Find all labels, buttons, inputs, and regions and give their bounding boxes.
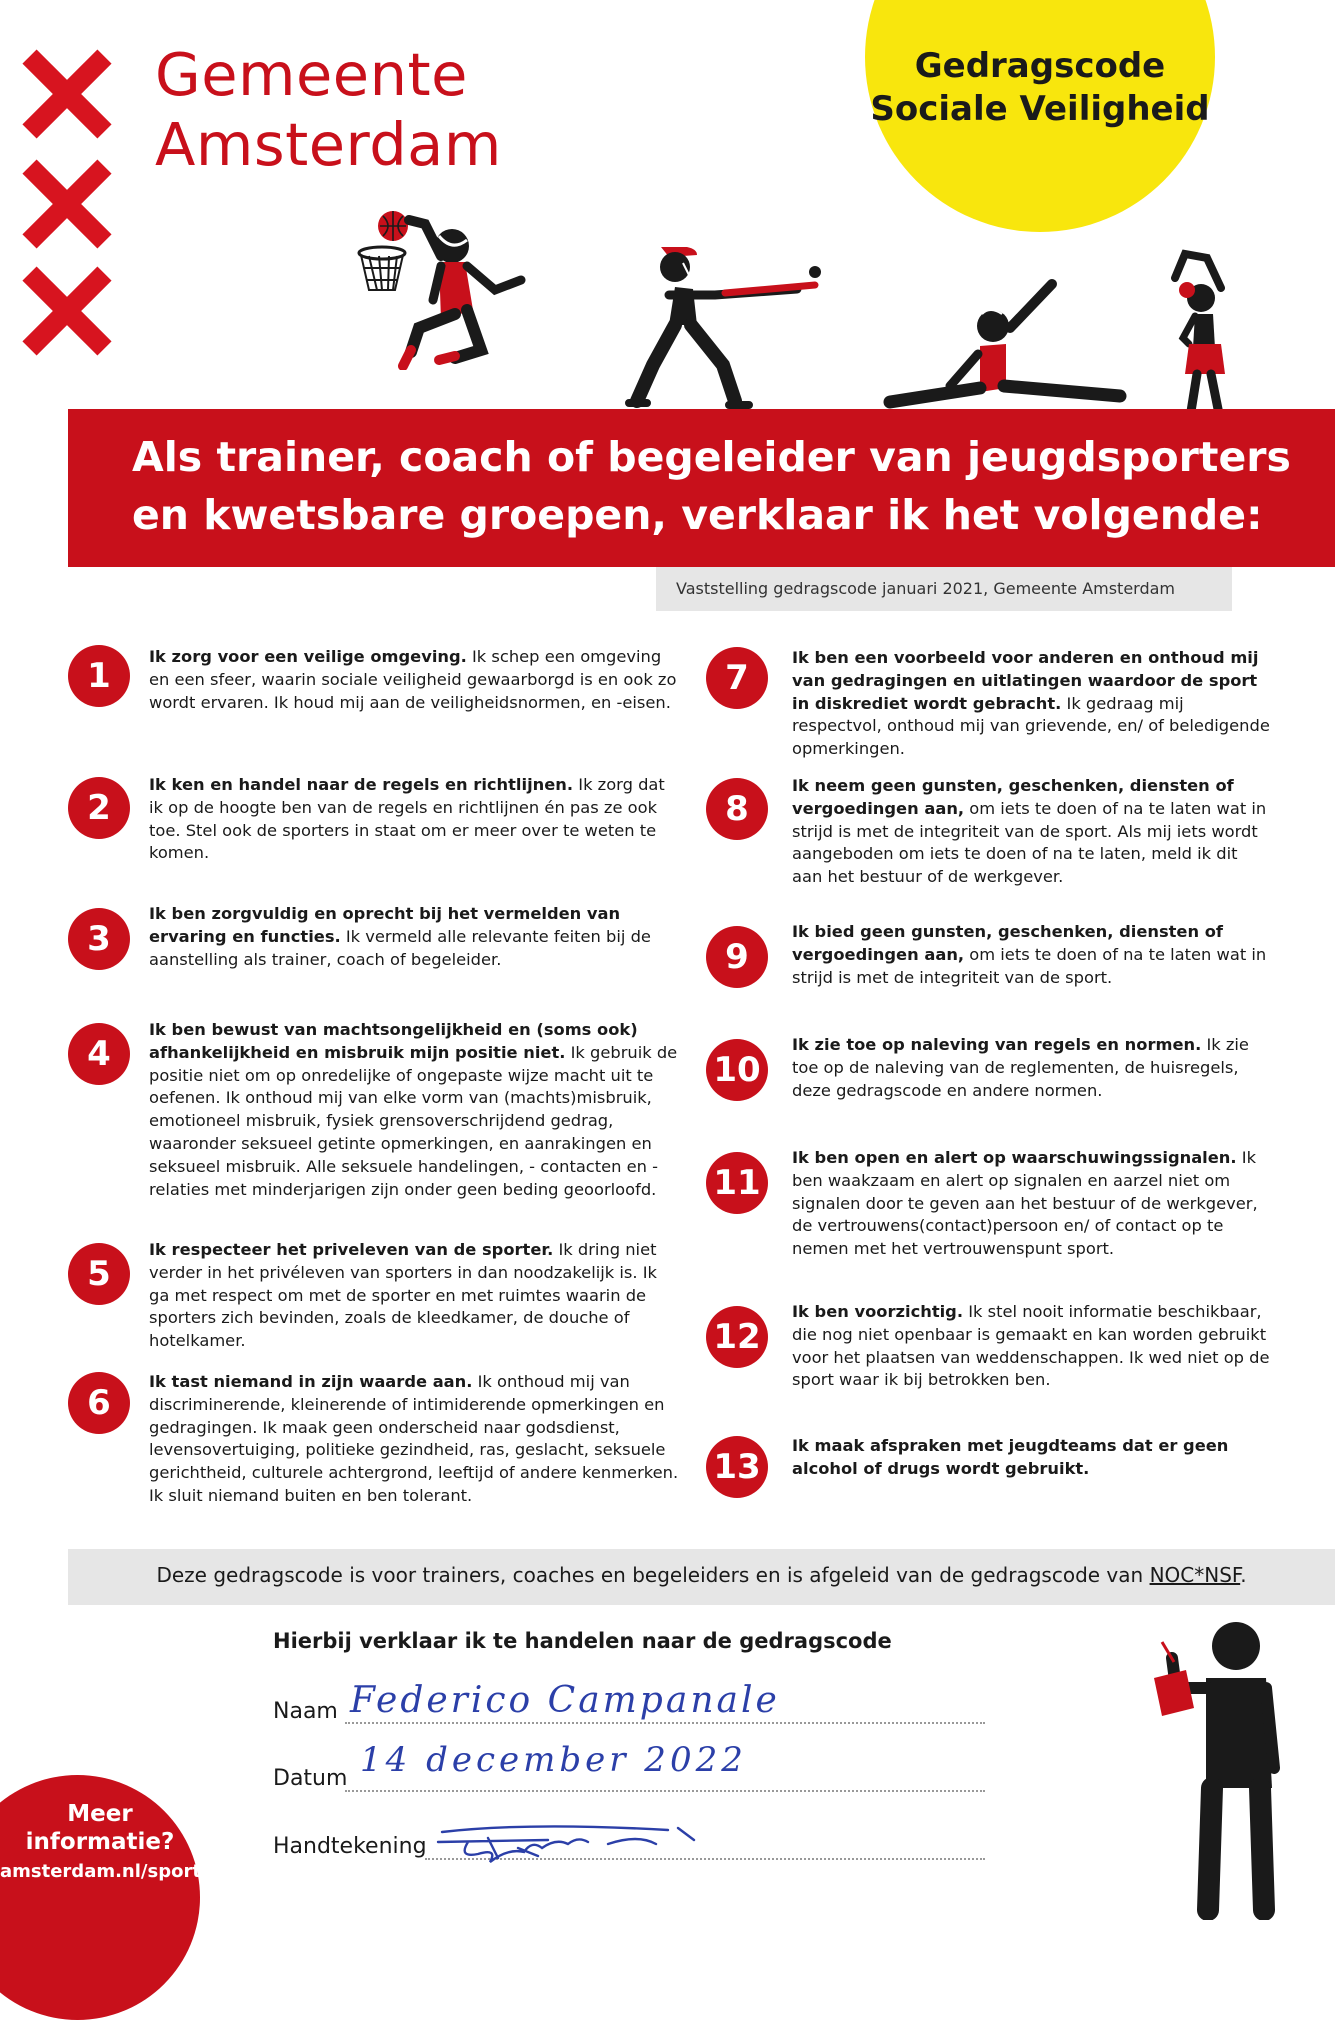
item-body: Ik stel nooit informatie beschikbaar, die nog niet openbaar is gemaakt en kan worden gebruikt voor het plaatsen van weddenschappen. Ik wed niet op de sport waar ik bij betrokken ben. [792, 1302, 1270, 1390]
item-number: 6 [68, 1372, 130, 1434]
item-number: 11 [706, 1152, 768, 1214]
gymnast-split-icon [880, 270, 1130, 410]
badge-line-2: Sociale Veiligheid [870, 89, 1210, 129]
badge-line-1: Gedragscode [914, 46, 1166, 86]
item-body: Ik dring niet verder in het privéleven van sporters in dan noodzakelijk is. Ik ga met respect om met de sporter en met ruimtes waarin de sporters zich bevinden, zoals de kleedkamer, de douche of hotelkamer. [149, 1240, 657, 1351]
item-heading: Ik zie toe op naleving van regels en normen. [792, 1035, 1202, 1054]
list-item [149, 903, 679, 971]
item-body: Ik vermeld alle relevante feiten bij de aanstelling als trainer, coach of begeleider. [149, 926, 651, 969]
signature-drawing[interactable] [428, 1818, 728, 1878]
intro-line-1: Als trainer, coach of begeleider van jeugdsporters [132, 433, 1291, 481]
item-heading: Ik ben open en alert op waarschuwingssignalen. [792, 1148, 1237, 1167]
intro-line-2: en kwetsbare groepen, verklaar ik het volgende: [132, 491, 1263, 539]
item-body: Ik zorg dat ik op de hoogte ben van de regels en richtlijnen én pas ze ook toe. Stel ook de sporters in staat om er meer over te weten te komen. [149, 775, 665, 863]
stretching-girl-icon [1165, 248, 1255, 428]
list-item [149, 1019, 679, 1201]
item-heading: Ik maak afspraken met jeugdteams dat er geen alcohol of drugs wordt gebruikt. [792, 1436, 1229, 1478]
item-heading: Ik ben voorzichtig. [792, 1302, 964, 1321]
item-body: om iets te doen of na te laten wat in strijd is met de integriteit van de sport. Als mij iets wordt aangeboden om iets te doen of na te laten, meld ik dit aan het bestuur of de werkgever. [792, 798, 1267, 887]
info-line-2: informatie? [25, 1829, 175, 1855]
signature-label: Handtekening [273, 1834, 427, 1859]
list-item [792, 1147, 1272, 1261]
item-body: Ik gedraag mij respectvol, onthoud mij van grievende, en/ of beledigende opmerkingen. [792, 693, 1270, 759]
referee-card-icon [1148, 1618, 1288, 1920]
list-item [792, 1034, 1272, 1102]
item-number: 13 [706, 1436, 768, 1498]
declaration-heading: Hierbij verklaar ik te handelen naar de gedragscode [273, 1629, 892, 1653]
item-heading: Ik neem geen gunsten, geschenken, diensten of vergoedingen aan, [792, 776, 1234, 818]
name-line [345, 1722, 985, 1724]
intro-heading [132, 428, 1322, 544]
item-heading: Ik ben zorgvuldig en oprecht bij het vermelden van ervaring en functies. [149, 904, 621, 946]
item-body: om iets te doen of na te laten wat in strijd is met de integriteit van de sport. [792, 944, 1267, 987]
date-line [345, 1790, 985, 1792]
list-item [149, 1239, 679, 1353]
amsterdam-cross-icon [22, 158, 112, 248]
item-body: Ik onthoud mij van discriminerende, kleinerende of intimiderende opmerkingen en gedragingen. Ik maak geen onderscheid naar godsdienst, levensovertuiging, politieke gezindheid, ras, geslacht, seksuele gerichtheid, culturele achtergrond, leeftijd of andere kenmerken. Ik sluit niemand buiten en ben tolerant. [149, 1372, 679, 1505]
item-number: 12 [706, 1306, 768, 1368]
info-line-1: Meer [67, 1801, 133, 1827]
subtitle: Vaststelling gedragscode januari 2021, Gemeente Amsterdam [676, 579, 1176, 598]
item-number: 5 [68, 1243, 130, 1305]
item-number: 4 [68, 1023, 130, 1085]
info-text [0, 1800, 200, 1886]
brand-line-1: Gemeente [155, 40, 468, 109]
item-body: Ik zie toe op de naleving van de reglementen, de huisregels, deze gedragscode en andere normen. [792, 1035, 1249, 1100]
list-item [149, 774, 679, 865]
item-heading: Ik respecteer het priveleven van de sporter. [149, 1240, 554, 1259]
item-number: 9 [706, 926, 768, 988]
item-body: Ik ben waakzaam en alert op signalen en aarzel niet om signalen door te geven aan het bestuur of de werkgever, de vertrouwens(contact)persoon en/ of contact op te nemen met het vertrouwenspunt sport. [792, 1148, 1258, 1259]
info-url-link[interactable]: amsterdam.nl/sport [0, 1861, 201, 1882]
brand-line-2: Amsterdam [155, 110, 502, 179]
list-item [792, 1435, 1272, 1481]
amsterdam-cross-icon [22, 48, 112, 138]
item-heading: Ik ben bewust van machtsongelijkheid en (soms ook) afhankelijkheid en misbruik mijn positie niet. [149, 1020, 638, 1062]
list-item [149, 1371, 679, 1508]
item-number: 7 [706, 647, 768, 709]
item-heading: Ik ben een voorbeeld voor anderen en onthoud mij van gedragingen en uitlatingen waardoor de sport in diskrediet wordt gebracht. [792, 648, 1259, 713]
item-body: Ik gebruik de positie niet om op onredelijke of ongepaste wijze macht uit te oefenen. Ik onthoud mij van elke vorm van (machts)misbruik, emotioneel misbruik, fysiek grensoverschrijdend gedrag, waaronder seksueel getinte opmerkingen, en aanrakingen en seksueel misbruik. Alle seksuele handelingen, - contacten en -relaties met minderjarigen zijn onder geen beding geoorloofd. [149, 1042, 678, 1199]
brand-name [155, 40, 502, 180]
item-number: 2 [68, 777, 130, 839]
list-item [792, 775, 1272, 889]
list-item [792, 921, 1272, 989]
basketball-player-icon [355, 210, 535, 370]
item-number: 10 [706, 1039, 768, 1101]
amsterdam-cross-icon [22, 265, 112, 355]
item-number: 8 [706, 778, 768, 840]
item-body: Ik schep een omgeving en een sfeer, waarin sociale veiligheid gewaarborgd is en ook zo wordt ervaren. Ik houd mij aan de veiligheidsnormen, en -eisen. [149, 647, 677, 712]
note [68, 1563, 1335, 1587]
noc-nsf-link[interactable]: NOC*NSF [1149, 1563, 1241, 1587]
list-item [792, 1301, 1272, 1392]
item-heading: Ik bied geen gunsten, geschenken, diensten of vergoedingen aan, [792, 922, 1223, 964]
date-label: Datum [273, 1766, 348, 1791]
name-field[interactable]: Federico Campanale [350, 1680, 780, 1721]
badge-title [865, 45, 1215, 131]
baseball-batter-icon [625, 245, 825, 415]
item-number: 1 [68, 645, 130, 707]
note-text: Deze gedragscode is voor trainers, coaches en begeleiders en is afgeleid van de gedragscode van [156, 1563, 1150, 1587]
list-item [149, 646, 679, 714]
list-item [792, 647, 1272, 761]
item-number: 3 [68, 908, 130, 970]
note-end: . [1240, 1563, 1247, 1587]
date-field[interactable]: 14 december 2022 [360, 1740, 747, 1780]
name-label: Naam [273, 1699, 338, 1724]
item-heading: Ik ken en handel naar de regels en richtlijnen. [149, 775, 574, 794]
item-heading: Ik zorg voor een veilige omgeving. [149, 647, 467, 666]
item-heading: Ik tast niemand in zijn waarde aan. [149, 1372, 473, 1391]
